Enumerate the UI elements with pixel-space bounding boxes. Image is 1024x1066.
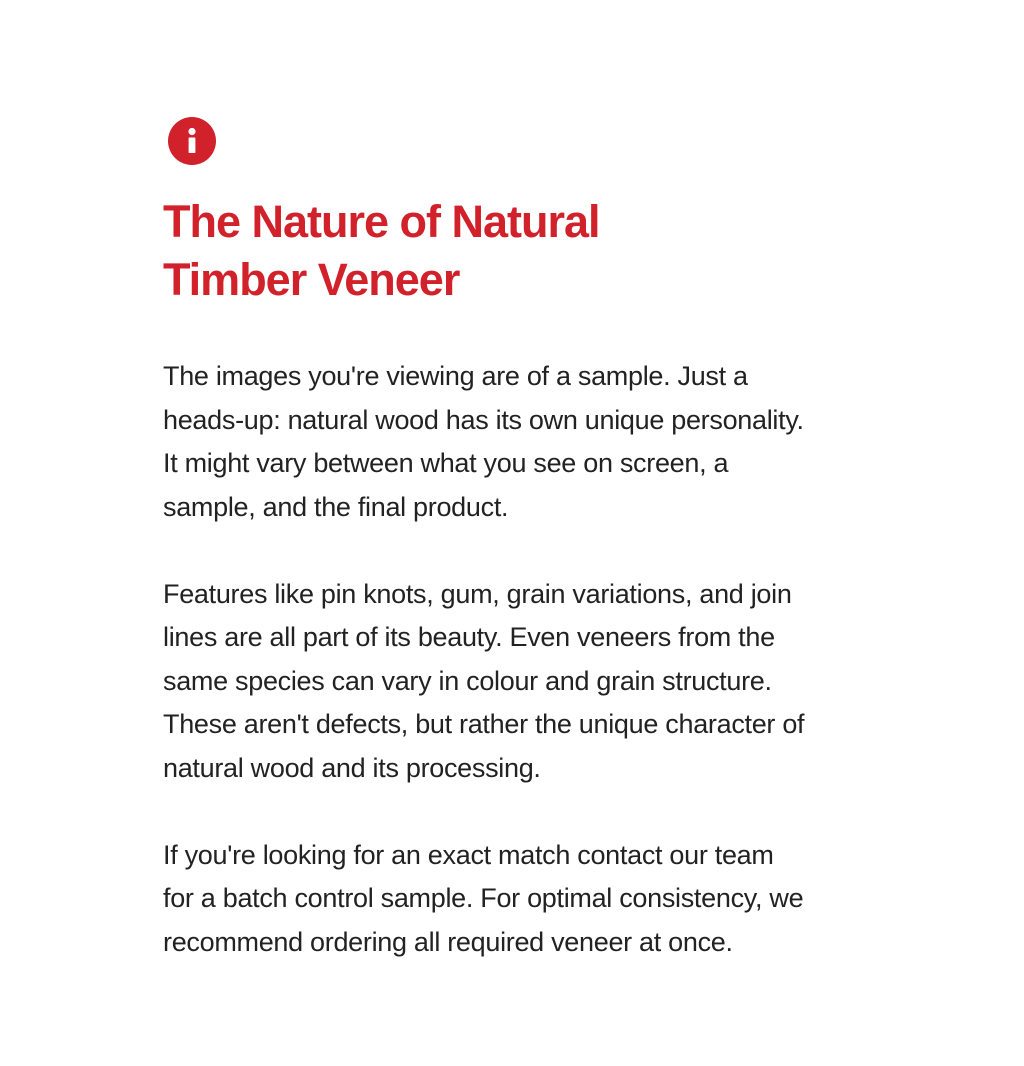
paragraph-line: natural wood and its processing. (163, 752, 541, 783)
info-icon (168, 117, 216, 165)
notice-title (163, 193, 683, 309)
paragraph-line: Features like pin knots, gum, grain variations, and join (163, 578, 792, 609)
paragraph-line: lines are all part of its beauty. Even veneers from the (163, 622, 775, 652)
paragraph-line: for a batch control sample. For optimal consistency, we (163, 883, 804, 913)
notice-title-line: The Nature of Natural (163, 196, 600, 247)
notice-title-line: Timber Veneer (163, 254, 460, 305)
notice-paragraph-sample (163, 355, 883, 529)
paragraph-line: same species can vary in colour and grain structure. (163, 665, 772, 696)
paragraph-line: If you're looking for an exact match contact our team (163, 839, 774, 870)
paragraph-line: heads-up: natural wood has its own unique personality. (163, 404, 804, 435)
paragraph-line: The images you're viewing are of a sample. Just a (163, 361, 748, 391)
notice-body (163, 355, 883, 964)
paragraph-line: recommend ordering all required veneer at once. (163, 926, 733, 957)
veneer-notice (163, 117, 883, 1008)
paragraph-line: It might vary between what you see on screen, a (163, 448, 729, 478)
paragraph-line: sample, and the final product. (163, 491, 509, 522)
notice-paragraph-contact (163, 834, 883, 965)
paragraph-line: These aren't defects, but rather the unique character of (163, 709, 805, 739)
notice-paragraph-features (163, 573, 883, 791)
